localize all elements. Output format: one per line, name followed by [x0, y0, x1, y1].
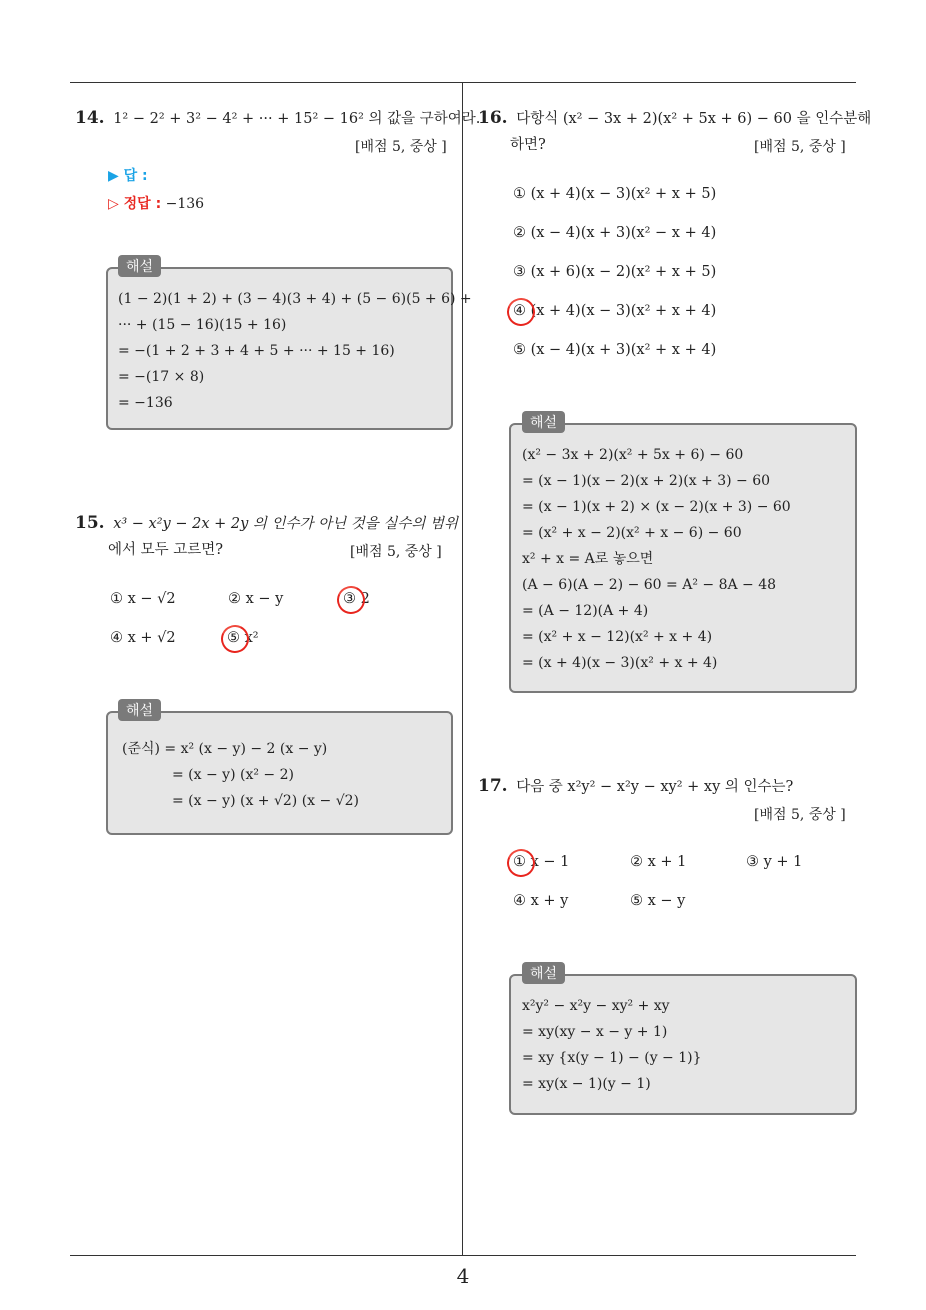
question-17 [478, 773, 793, 800]
choice-2[interactable]: ② x − y [228, 591, 284, 607]
solution-lines [522, 993, 702, 1097]
solution-line: = (A − 12)(A + 4) [522, 603, 649, 619]
solution-box-17 [509, 974, 857, 1115]
solution-tag: 해설 [522, 411, 565, 433]
selected-mark-icon [503, 294, 539, 330]
solution-line: = (x² + x − 12)(x² + x + 4) [522, 629, 713, 645]
solution-tag: 해설 [522, 962, 565, 984]
question-meta: [배점 5, 중상 ] [754, 139, 846, 155]
choice-1[interactable]: ① x − √2 [110, 591, 176, 607]
correct-value: −136 [165, 196, 205, 212]
solution-line: (1 − 2)(1 + 2) + (3 − 4)(3 + 4) + (5 − 6)(5 + 6) + [118, 291, 472, 307]
choice-1[interactable]: ① (x + 4)(x − 3)(x² + x + 5) [513, 186, 717, 202]
solution-lines [522, 442, 791, 676]
solution-line: = xy {x(y − 1) − (y − 1)} [522, 1050, 702, 1066]
question-14 [75, 105, 480, 132]
question-15 [75, 510, 458, 537]
solution-line: (x² − 3x + 2)(x² + 5x + 6) − 60 [522, 447, 744, 463]
choice-3[interactable]: ③ 2 [343, 591, 370, 607]
column-divider [462, 83, 463, 1256]
solution-box-16 [509, 423, 857, 693]
solution-line: = −(17 × 8) [118, 369, 205, 385]
solution-lines [122, 736, 359, 814]
top-rule [70, 82, 856, 83]
solution-line: ··· + (15 − 16)(15 + 16) [118, 317, 287, 333]
choice-5[interactable]: ⑤ (x − 4)(x + 3)(x² + x + 4) [513, 342, 717, 358]
solution-tag: 해설 [118, 699, 161, 721]
question-meta: [배점 5, 중상 ] [350, 544, 442, 560]
solution-line: = (x − 1)(x − 2)(x + 2)(x + 3) − 60 [522, 473, 771, 489]
correct-label: ▷ 정답 : [108, 196, 162, 212]
question-number: 14. [75, 108, 105, 128]
answer-label: ▶ 답 : [108, 168, 148, 184]
question-number: 15. [75, 513, 105, 533]
choice-4[interactable]: ④ x + √2 [110, 630, 176, 646]
solution-line: = xy(xy − x − y + 1) [522, 1024, 668, 1040]
solution-box-15 [106, 711, 453, 835]
solution-line: = (x² + x − 2)(x² + x − 6) − 60 [522, 525, 742, 541]
solution-lines [118, 286, 472, 416]
choice-4[interactable]: ④ (x + 4)(x − 3)(x² + x + 4) [513, 303, 717, 319]
solution-line: (A − 6)(A − 2) − 60 = A² − 8A − 48 [522, 577, 777, 593]
question-number: 16. [478, 108, 508, 128]
question-meta: [배점 5, 중상 ] [355, 139, 447, 155]
selected-mark-icon [333, 582, 369, 618]
question-number: 17. [478, 776, 508, 796]
solution-tag: 해설 [118, 255, 161, 277]
question-meta: [배점 5, 중상 ] [754, 807, 846, 823]
correct-answer [108, 193, 204, 213]
question-text-line2: 하면? [510, 137, 546, 153]
choice-4[interactable]: ④ x + y [513, 893, 569, 909]
choice-1[interactable]: ① x − 1 [513, 854, 570, 870]
choice-5[interactable]: ⑤ x² [227, 630, 259, 646]
choice-2[interactable]: ② x + 1 [630, 854, 687, 870]
solution-line: = (x + 4)(x − 3)(x² + x + 4) [522, 655, 718, 671]
solution-line: = (x − y) (x + √2) (x − √2) [172, 793, 359, 809]
solution-line: x² + x = A로 놓으면 [522, 551, 654, 567]
choice-5[interactable]: ⑤ x − y [630, 893, 686, 909]
solution-line: = (x − y) (x² − 2) [172, 767, 294, 783]
choice-3[interactable]: ③ y + 1 [746, 854, 803, 870]
page-number: 4 [456, 1264, 470, 1288]
question-text: 다음 중 x²y² − x²y − xy² + xy 의 인수는? [516, 779, 794, 795]
solution-line: = xy(x − 1)(y − 1) [522, 1076, 651, 1092]
question-text: x³ − x²y − 2x + 2y 의 인수가 아닌 것을 실수의 범위 [113, 516, 459, 532]
solution-line: = −136 [118, 395, 173, 411]
solution-line: x²y² − x²y − xy² + xy [522, 998, 670, 1014]
choice-2[interactable]: ② (x − 4)(x + 3)(x² − x + 4) [513, 225, 717, 241]
selected-mark-icon [503, 845, 539, 881]
question-text: 다항식 (x² − 3x + 2)(x² + 5x + 6) − 60 을 인수분해 [516, 111, 872, 127]
solution-line: (준식) = x² (x − y) − 2 (x − y) [122, 741, 328, 757]
solution-line: = (x − 1)(x + 2) × (x − 2)(x + 3) − 60 [522, 499, 791, 515]
solution-line: = −(1 + 2 + 3 + 4 + 5 + ··· + 15 + 16) [118, 343, 395, 359]
question-text-line2: 에서 모두 고르면? [108, 542, 224, 558]
question-16 [478, 105, 871, 132]
bottom-rule [70, 1255, 856, 1256]
choice-3[interactable]: ③ (x + 6)(x − 2)(x² + x + 5) [513, 264, 717, 280]
question-text: 1² − 2² + 3² − 4² + ··· + 15² − 16² 의 값을 구하여라. [113, 111, 481, 127]
selected-mark-icon [217, 621, 253, 657]
solution-box-14 [106, 267, 472, 430]
